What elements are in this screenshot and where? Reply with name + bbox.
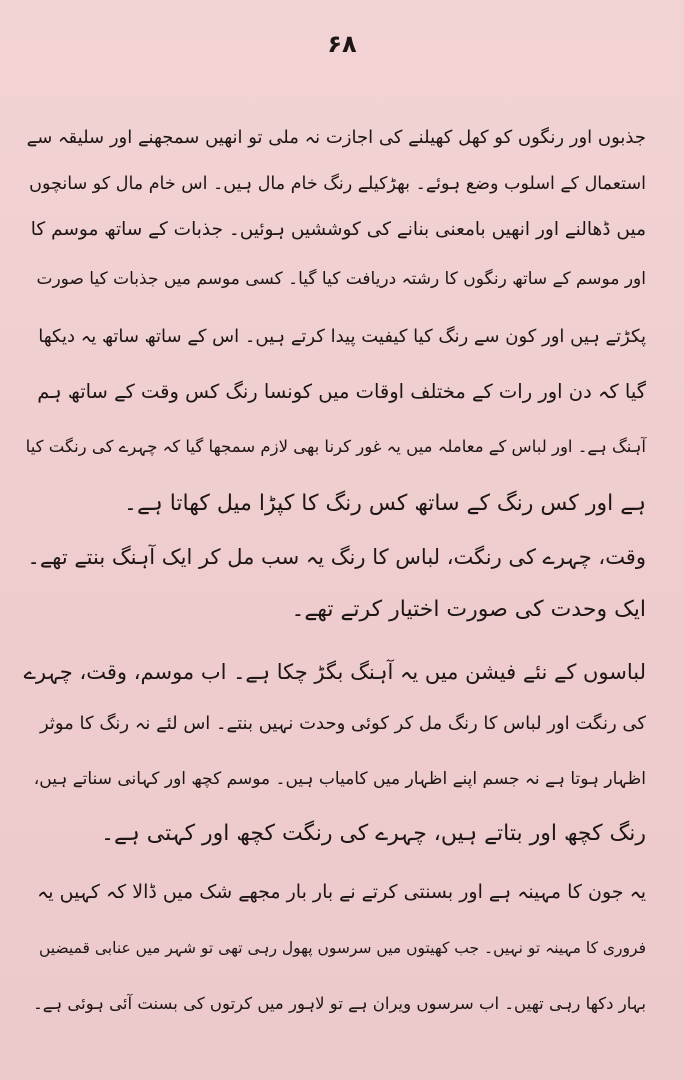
text-line: استعمال کے اسلوب وضع ہوئے۔ بھڑکیلے رنگ خام مال ہیں۔ اس خام مال کو سانچوں: [29, 174, 646, 194]
text-line: کی رنگت اور لباس کا رنگ مل کر کوئی وحدت نہیں بنتے۔ اس لئے نہ رنگ کا موثر: [39, 713, 646, 734]
text-line: میں ڈھالنے اور انھیں بامعنی بنانے کی کوششیں ہوئیں۔ جذبات کے ساتھ موسم کا: [30, 219, 646, 240]
text-line: اور موسم کے ساتھ رنگوں کا رشتہ دریافت کیا گیا۔ کسی موسم میں جذبات کیا صورت: [36, 269, 646, 289]
text-line: لباسوں کے نئے فیشن میں یہ آہنگ بگڑ چکا ہے۔ اب موسم، وقت، چہرے: [23, 660, 646, 684]
text-line: بہار دکھا رہی تھیں۔ اب سرسوں ویران ہے تو لاہور میں کرتوں کی بسنت آئی ہوئی ہے۔: [33, 994, 646, 1013]
text-line: اظہار ہوتا ہے نہ جسم اپنے اظہار میں کامیاب ہیں۔ موسم کچھ اور کہانی سناتے ہیں،: [33, 769, 646, 789]
text-line: ایک وحدت کی صورت اختیار کرتے تھے۔: [291, 597, 646, 622]
text-line: ہے اور کس رنگ کے ساتھ کس رنگ کا کپڑا میل کھاتا ہے۔: [124, 491, 646, 516]
text-line: وقت، چہرے کی رنگت، لباس کا رنگ یہ سب مل کر ایک آہنگ بنتے تھے۔: [27, 545, 646, 569]
page-number: ۶۸: [327, 30, 357, 58]
text-line: رنگ کچھ اور بتاتے ہیں، چہرے کی رنگت کچھ اور کہتی ہے۔: [101, 821, 646, 846]
text-line: یہ جون کا مہینہ ہے اور بسنتی کرتے نے بار بار مجھے شک میں ڈالا کہ کہیں یہ: [37, 881, 646, 903]
text-line: جذبوں اور رنگوں کو کھل کھیلنے کی اجازت نہ ملی تو انھیں سمجھنے اور سلیقہ سے: [26, 127, 646, 148]
text-line: آہنگ ہے۔ اور لباس کے معاملہ میں یہ غور کرنا بھی لازم سمجھا گیا کہ چہرے کی رنگت کیا: [25, 437, 646, 456]
text-line: پکڑتے ہیں اور کون سے رنگ کیا کیفیت پیدا کرتے ہیں۔ اس کے ساتھ ساتھ یہ دیکھا: [38, 326, 646, 347]
text-line: گیا کہ دن اور رات کے مختلف اوقات میں کونسا رنگ کس وقت کے ساتھ ہم: [37, 380, 646, 403]
text-line: فروری کا مہینہ تو نہیں۔ جب کھیتوں میں سرسوں پھول رہی تھی تو شہر میں عنابی قمیضیں: [38, 939, 646, 957]
